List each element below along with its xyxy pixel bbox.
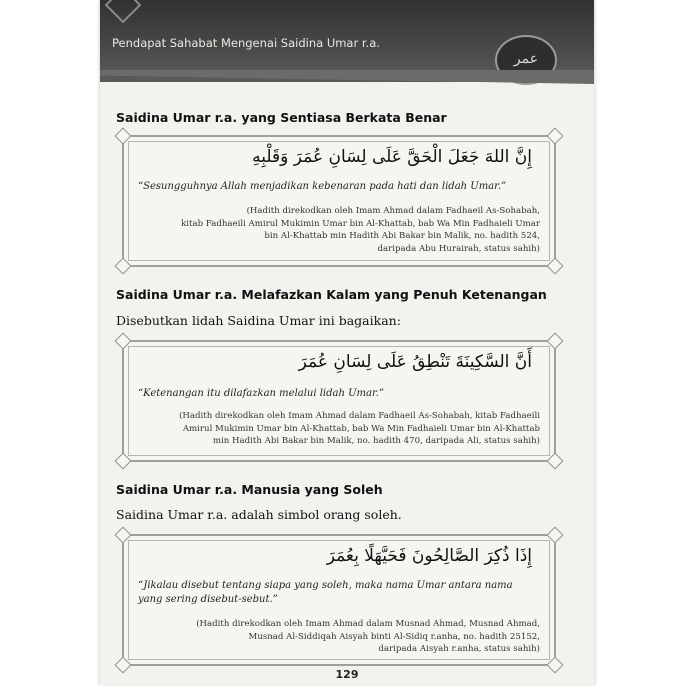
book-page bbox=[100, 0, 594, 686]
hadith-box-2 bbox=[122, 340, 556, 462]
ornament-icon bbox=[547, 258, 564, 275]
ornament-icon bbox=[547, 453, 564, 470]
hadith-box-1 bbox=[122, 135, 556, 267]
arabic-text: أَنَّ السَّكِينَةَ تَنْطِقُ عَلَى لِسَانِ عُمَرَ bbox=[298, 352, 532, 372]
hadith-reference: (Hadith direkodkan oleh Imam Ahmad dalam Musnad Ahmad, Musnad Ahmad, Musnad Al-Siddiqah Aisyah binti Al-Sidiq r.anha, no. hadith 25152, daripada Aisyah r.anha, status sahih) bbox=[196, 619, 540, 654]
chapter-title: Pendapat Sahabat Mengenai Saidina Umar r.a. bbox=[112, 36, 380, 50]
corner-ornament-icon bbox=[105, 0, 142, 23]
ornament-icon bbox=[115, 527, 132, 544]
arabic-text: إِذَا ذُكِرَ الصَّالِحُونَ فَحَيَّهَلًا بِعُمَرَ bbox=[326, 546, 532, 566]
calligraphy-seal-icon: عمر bbox=[495, 35, 557, 85]
ornament-icon bbox=[115, 453, 132, 470]
ornament-icon bbox=[115, 258, 132, 275]
section-heading-1: Saidina Umar r.a. yang Sentiasa Berkata Benar bbox=[116, 110, 447, 125]
hadith-reference: (Hadith direkodkan oleh Imam Ahmad dalam Fadhaeil As-Sohabah, kitab Fadhaeili Amirul Mukimin Umar bin Al-Khattab, bab Wa Min Fadhaieli Umar bin Al-Khattab min Hadith Abi Bakar bin Malik, no. hadith 470, daripada Ali, status sahih) bbox=[179, 411, 540, 446]
translation-text: “Ketenangan itu dilafazkan melalui lidah Umar.” bbox=[138, 388, 384, 399]
ornament-icon bbox=[547, 333, 564, 350]
translation-text: “Sesungguhnya Allah menjadikan kebenaran pada hati dan lidah Umar.” bbox=[138, 181, 507, 192]
translation-text: “Jikalau disebut tentang siapa yang soleh, maka nama Umar antara nama yang sering disebut-sebut.” bbox=[138, 580, 513, 605]
section-intro-2: Disebutkan lidah Saidina Umar ini bagaikan: bbox=[116, 313, 401, 328]
ornament-icon bbox=[547, 527, 564, 544]
section-heading-3: Saidina Umar r.a. Manusia yang Soleh bbox=[116, 482, 383, 497]
page-header bbox=[100, 0, 594, 82]
arabic-text: إِنَّ اللهَ جَعَلَ الْحَقَّ عَلَى لِسَانِ عُمَرَ وَقَلْبِهِ bbox=[252, 147, 532, 167]
hadith-box-3 bbox=[122, 534, 556, 666]
page-number: 129 bbox=[335, 668, 359, 681]
section-intro-3: Saidina Umar r.a. adalah simbol orang soleh. bbox=[116, 507, 402, 522]
ornament-icon bbox=[115, 333, 132, 350]
ornament-icon bbox=[547, 128, 564, 145]
section-heading-2: Saidina Umar r.a. Melafazkan Kalam yang Penuh Ketenangan bbox=[116, 287, 547, 302]
hadith-reference: (Hadith direkodkan oleh Imam Ahmad dalam Fadhaeil As-Sohabah, kitab Fadhaeili Amirul Mukimin Umar bin Al-Khattab, bab Wa Min Fadhaieli Umar bin Al-Khattab min Hadith Abi Bakar bin Malik, no. hadith 524, daripada Abu Hurairah, status sahih) bbox=[181, 206, 540, 254]
ornament-icon bbox=[115, 128, 132, 145]
